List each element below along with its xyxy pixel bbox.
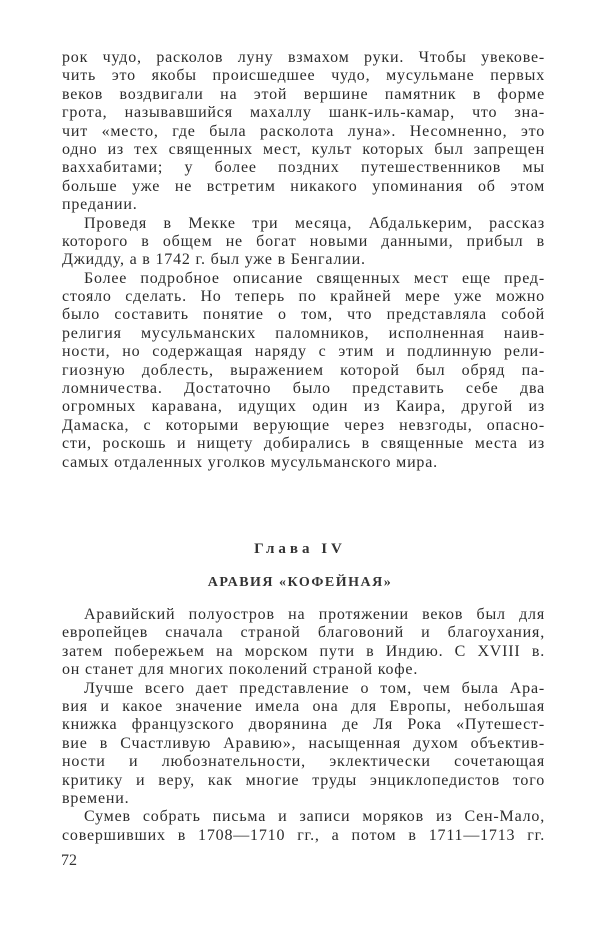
text-line: сти, роскошь и нищету добирались в священные места из bbox=[62, 435, 545, 453]
text-line: книжка французского дворянина де Ля Рока «Путешест- bbox=[62, 716, 545, 734]
text-line: он станет для многих поколений страной кофе. bbox=[62, 661, 419, 679]
text-line: Проведя в Мекке три месяца, Абдалькерим, рассказ bbox=[84, 214, 545, 232]
text-line: Джидду, а в 1742 г. был уже в Бенгалии. bbox=[62, 251, 366, 269]
chapter-label: Глава IV bbox=[254, 541, 346, 557]
text-line: критику и веру, как многие труды энциклопедистов того bbox=[62, 771, 545, 789]
text-line: ности, но содержащая наряду с этим и подлинную рели- bbox=[62, 343, 545, 361]
text-line: европейцев сначала страной благовоний и благоухания, bbox=[62, 624, 545, 642]
text-section-before-chapter bbox=[62, 49, 545, 472]
text-line: веков воздвигали на этой вершине памятник в форме bbox=[62, 85, 545, 103]
text-line: огромных каравана, идущих один из Каира, другой из bbox=[62, 398, 545, 416]
text-line: времени. bbox=[62, 789, 130, 807]
text-line: Аравийский полуостров на протяжении веков был для bbox=[84, 606, 545, 623]
text-line: ваххабитами; у более поздних путешественников мы bbox=[62, 159, 545, 177]
chapter-title: АРАВИЯ «КОФЕЙНАЯ» bbox=[207, 575, 393, 590]
paragraph bbox=[62, 49, 545, 215]
text-line: которого в общем не богат новыми данными, прибыл в bbox=[62, 232, 545, 250]
text-line: чить это якобы происшедшее чудо, мусульмане первых bbox=[62, 67, 545, 85]
text-line: Дамаска, с которыми верующие через невзгоды, опасно- bbox=[62, 416, 545, 434]
text-line: затем побережьем на морском пути в Индию. С XVIII в. bbox=[62, 642, 545, 660]
text-line: больше уже не встретим никакого упоминания об этом bbox=[62, 177, 545, 195]
text-line: чит «место, где была расколота луна». Несомненно, это bbox=[62, 122, 545, 140]
paragraph bbox=[62, 808, 545, 845]
text-line: вие в Счастливую Аравию», насыщенная духом объектив- bbox=[62, 734, 545, 752]
text-line: религия мусульманских паломников, исполненная наив- bbox=[62, 324, 545, 342]
text-section-chapter-start bbox=[62, 606, 545, 845]
text-line: стояло сделать. Но теперь по крайней мере уже можно bbox=[62, 288, 545, 306]
text-line: Лучше всего дает представление о том, чем была Ара- bbox=[84, 679, 545, 697]
text-line: Сумев собрать письма и записи моряков из Сен-Мало, bbox=[84, 808, 545, 826]
text-line: ности и любознательности, эклектически сочетающая bbox=[62, 753, 545, 771]
page-number: 72 bbox=[61, 852, 77, 869]
text-line: грота, называвшийся махаллу шанк-иль-камар, что зна- bbox=[62, 104, 545, 122]
text-line: было составить понятие о том, что представляла собой bbox=[62, 306, 545, 324]
paragraph bbox=[62, 270, 545, 472]
text-line: Более подробное описание священных мест еще пред- bbox=[84, 269, 545, 287]
text-line: вия и какое значение имела она для Европы, небольшая bbox=[62, 697, 545, 715]
paragraph bbox=[62, 215, 545, 270]
text-line: совершивших в 1708—1710 гг., а потом в 1711—1713 гг. bbox=[62, 826, 545, 844]
text-line: самых отдаленных уголков мусульманского мира. bbox=[62, 453, 438, 471]
paragraph bbox=[62, 606, 545, 680]
text-line: гиозную доблесть, выражением которой был обряд па- bbox=[62, 361, 545, 379]
text-line: рок чудо, расколов луну взмахом руки. Чтобы увекове- bbox=[62, 49, 545, 66]
text-line: ломничества. Достаточно было представить себе два bbox=[62, 380, 545, 398]
paragraph bbox=[62, 680, 545, 809]
text-line: одно из тех священных мест, культ которых был запрещен bbox=[62, 140, 545, 158]
text-line: предании. bbox=[62, 196, 138, 214]
